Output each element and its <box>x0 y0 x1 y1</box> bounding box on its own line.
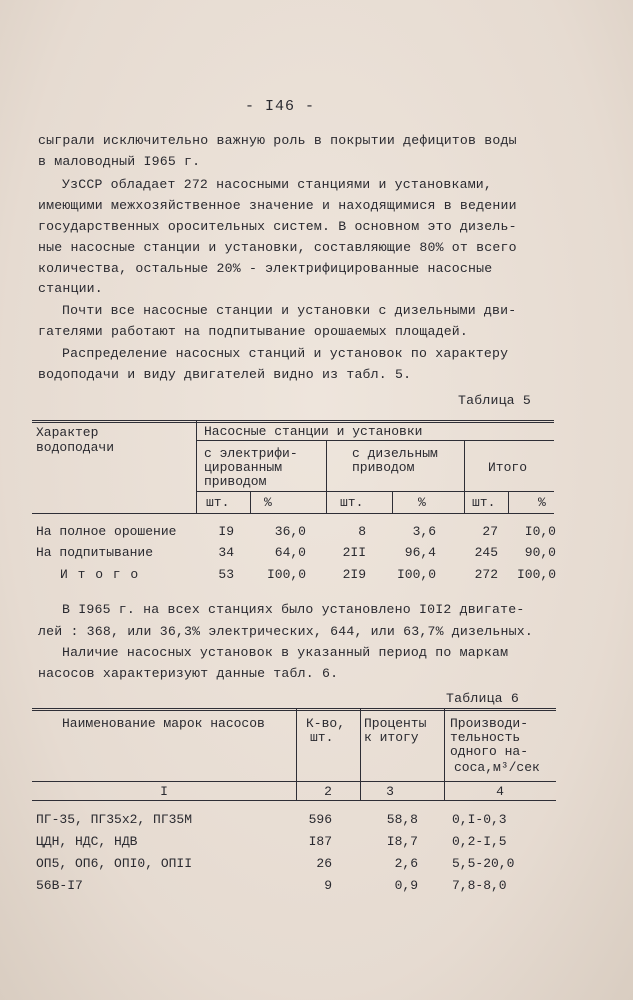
table6-header-percent: к итогу <box>364 730 419 745</box>
table6-col-number: 4 <box>496 784 504 799</box>
table6-cell: 0,2-I,5 <box>452 834 507 849</box>
table5-cell: 64,0 <box>274 545 306 560</box>
table6-cell: 9 <box>324 878 332 893</box>
table5-header-character: водоподачи <box>36 440 115 455</box>
table5-header-total: Итого <box>488 460 528 475</box>
text-line: В I965 г. на всех станциях было установлено I0I2 двигате- <box>62 602 525 617</box>
table6-header-performance: одного на- <box>450 744 529 759</box>
table5-cell: 272 <box>474 567 498 582</box>
table-rule <box>32 781 556 782</box>
table6-cell: 58,8 <box>386 812 418 827</box>
table6-cell: 26 <box>316 856 332 871</box>
table5-cell: 34 <box>218 545 234 560</box>
text-line: насосов характеризуют данные табл. 6. <box>38 666 339 681</box>
table6-header-percent: Проценты <box>364 716 427 731</box>
table6-row-name: ПГ-35, ПГ35х2, ПГ35М <box>36 812 193 827</box>
text-line: станции. <box>38 281 103 296</box>
table5-cell: 90,0 <box>524 545 556 560</box>
table5-header-character: Характер <box>36 425 99 440</box>
table6-header-performance: тельность <box>450 730 521 745</box>
table5-unit-percent: % <box>418 495 426 510</box>
table5-row-label: На полное орошение <box>36 524 177 539</box>
table5-cell: 36,0 <box>274 524 306 539</box>
text-line: лей : 368, или 36,3% электрических, 644, или 63,7% дизельных. <box>38 624 533 639</box>
table-rule <box>32 708 556 709</box>
table-rule <box>250 491 251 513</box>
table-rule <box>32 800 556 801</box>
table-rule <box>32 420 554 421</box>
table6-row-name: ЦДН, НДС, НДВ <box>36 834 138 849</box>
text-line: Наличие насосных установок в указанный период по маркам <box>62 645 509 660</box>
table-rule <box>196 420 197 513</box>
table5-cell: I0,0 <box>524 524 556 539</box>
table5-cell: 2I9 <box>342 567 366 582</box>
table5-cell: 96,4 <box>404 545 436 560</box>
table5-header-electric: с электрифи- <box>204 446 298 461</box>
table5-cell: 53 <box>218 567 234 582</box>
table6-col-number: I <box>160 784 168 799</box>
table5-header-diesel: приводом <box>352 460 415 475</box>
table6-header-performance: Производи- <box>450 716 529 731</box>
table6-header-qty: шт. <box>310 730 334 745</box>
table5-unit-count: шт. <box>206 495 230 510</box>
text-line: гателями работают на подпитывание орошаемых площадей. <box>38 324 469 339</box>
table5-unit-count: шт. <box>472 495 496 510</box>
table5-cell: 8 <box>358 524 366 539</box>
table6-header-performance: соса,м³/сек <box>454 760 540 775</box>
table6-row-name: 56В-I7 <box>36 878 83 893</box>
text-line: государственных оросительных систем. В основном это дизель- <box>38 219 517 234</box>
text-line: Почти все насосные станции и установки с дизельными дви- <box>62 303 517 318</box>
table5-cell: 2II <box>342 545 366 560</box>
table5-cell: I9 <box>218 524 234 539</box>
table-rule <box>464 440 465 513</box>
table5-header-diesel: с дизельным <box>352 446 438 461</box>
table5-unit-percent: % <box>264 495 272 510</box>
table5-cell: 27 <box>482 524 498 539</box>
table6-cell: 0,I-0,3 <box>452 812 507 827</box>
table5-cell: I00,0 <box>266 567 306 582</box>
text-line: ные насосные станции и установки, составляющие 80% от всего <box>38 240 517 255</box>
table6-cell: 7,8-8,0 <box>452 878 507 893</box>
table5-row-label: На подпитывание <box>36 545 154 560</box>
table5-cell: 3,6 <box>412 524 436 539</box>
table-rule <box>326 440 327 513</box>
table5-header-electric: цированным <box>204 460 283 475</box>
table5-cell: I00,0 <box>396 567 436 582</box>
text-line: водоподачи и виду двигателей видно из табл. 5. <box>38 367 412 382</box>
table5-unit-count: шт. <box>340 495 364 510</box>
table6-cell: 5,5-20,0 <box>452 856 515 871</box>
table6-cell: I8,7 <box>386 834 418 849</box>
table6-col-number: 2 <box>324 784 332 799</box>
table6-caption: Таблица 6 <box>446 691 520 706</box>
table6-cell: 0,9 <box>394 878 418 893</box>
text-line: Распределение насосных станций и установок по характеру <box>62 346 509 361</box>
table5-cell: 245 <box>474 545 498 560</box>
text-line: имеющими межхозяйственное значение и находящимися в ведении <box>38 198 517 213</box>
table6-header-name: Наименование марок насосов <box>62 716 265 731</box>
table-rule <box>196 440 554 441</box>
table-rule <box>32 422 554 423</box>
table5-row-label: И т о г о <box>60 567 140 582</box>
table5-cell: I00,0 <box>516 567 556 582</box>
text-line: количества, остальные 20% - электрифицированные насосные <box>38 261 493 276</box>
table5-unit-percent: % <box>538 495 546 510</box>
table6-cell: 2,6 <box>394 856 418 871</box>
table6-row-name: ОП5, ОП6, ОПI0, ОПII <box>36 856 193 871</box>
table6-cell: I87 <box>308 834 332 849</box>
table-rule <box>32 710 556 711</box>
table5-header-electric: приводом <box>204 474 267 489</box>
page-number: - I46 - <box>245 98 316 115</box>
table-rule <box>392 491 393 513</box>
table6-col-number: 3 <box>386 784 394 799</box>
table5-header-group: Насосные станции и установки <box>204 424 423 439</box>
table6-cell: 596 <box>308 812 332 827</box>
table-rule <box>508 491 509 513</box>
text-line: в маловодный I965 г. <box>38 154 201 169</box>
text-line: УзССР обладает 272 насосными станциями и установками, <box>62 177 493 192</box>
text-line: сыграли исключительно важную роль в покрытии дефицитов воды <box>38 133 517 148</box>
table5-caption: Таблица 5 <box>458 393 532 408</box>
table-rule <box>32 513 554 514</box>
table6-header-qty: К-во, <box>306 716 346 731</box>
